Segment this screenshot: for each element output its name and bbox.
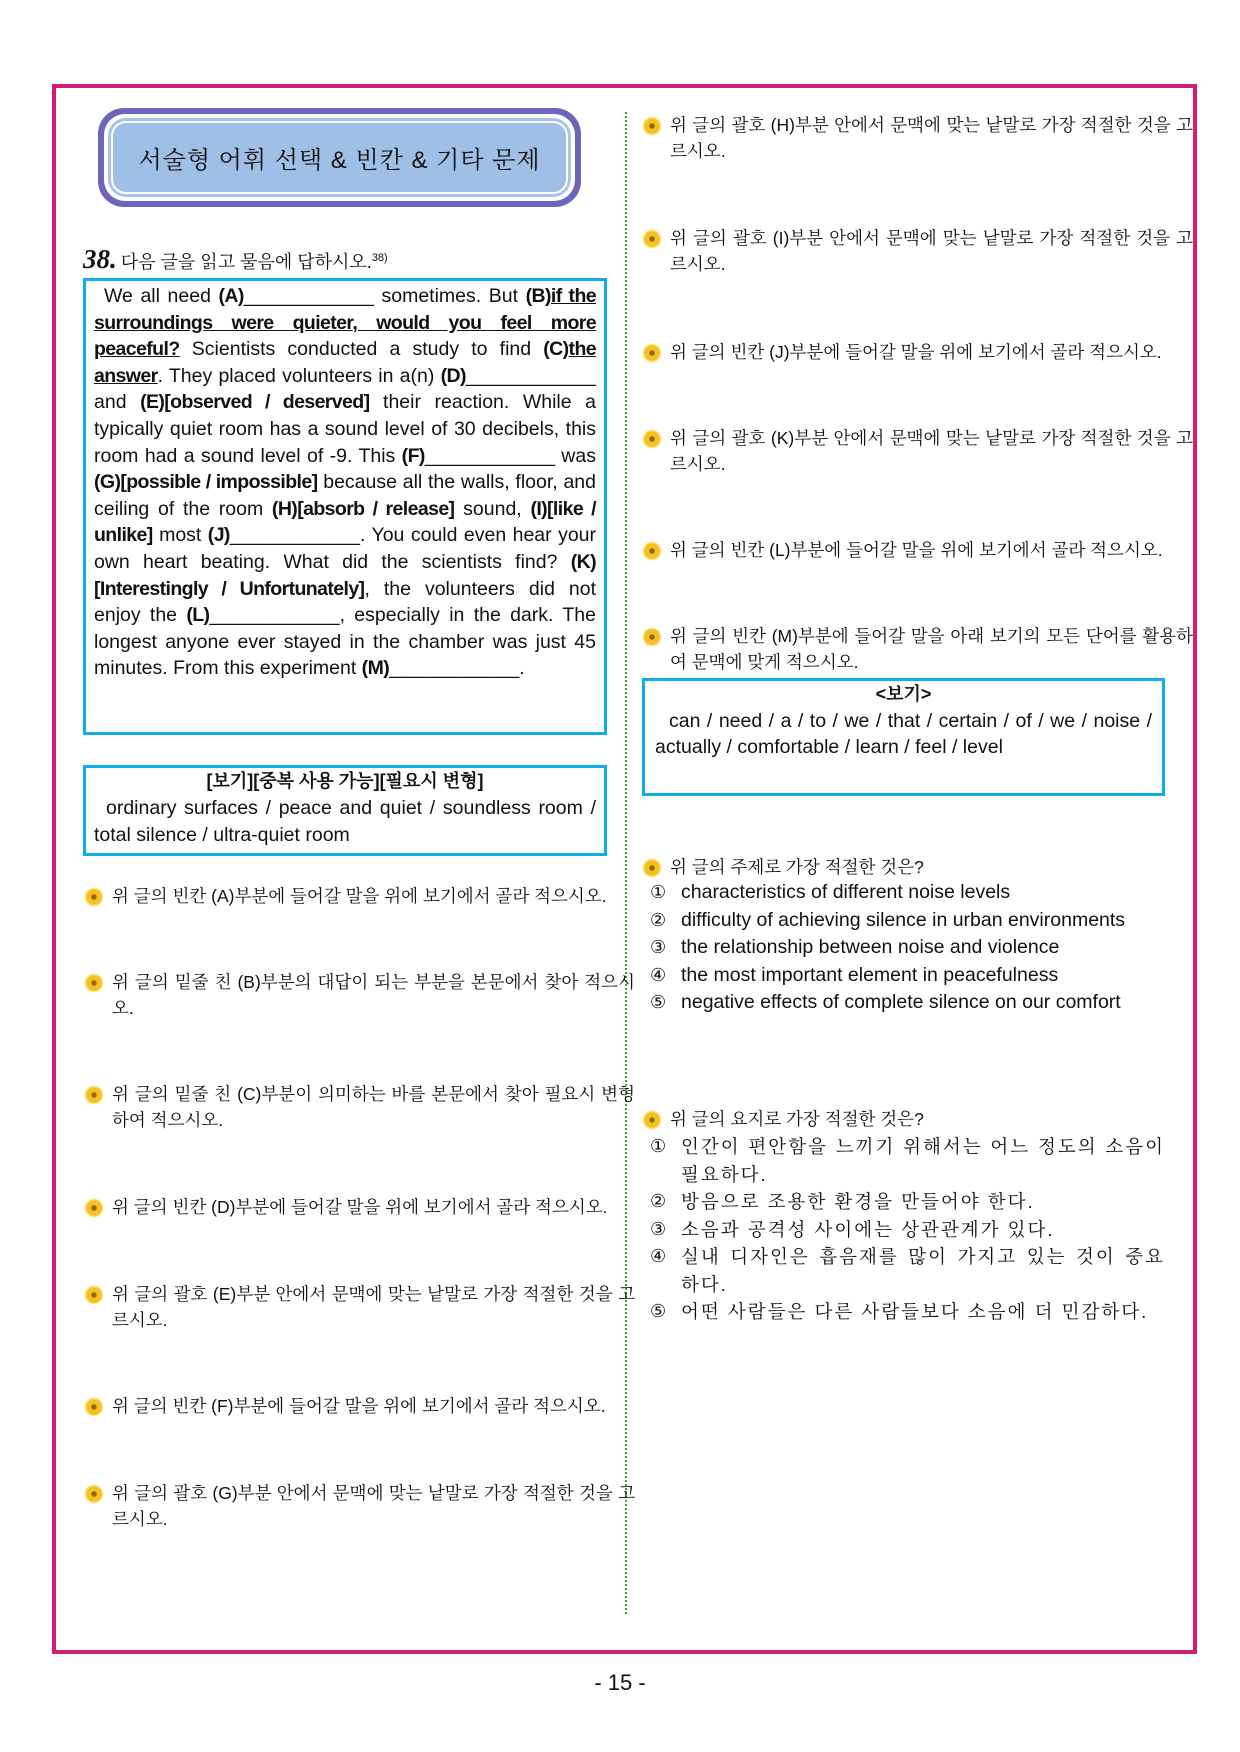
m-word-bank-words: can / need / a / to / we / that / certain / of / we / noise / actually / comfortable / learn / feel / level <box>655 709 1152 758</box>
question-text: 위 글의 밑줄 친 (B)부분의 대답이 되는 부분을 본문에서 찾아 적으시오. <box>112 972 635 1018</box>
question-item <box>642 623 1193 675</box>
passage-segment: ____________. <box>389 657 525 680</box>
word-bank-title: [보기][중복 사용 가능][필요시 변형] <box>206 771 484 791</box>
flower-bullet-icon <box>642 429 662 449</box>
section-title: 서술형 어휘 선택 & 빈칸 & 기타 문제 <box>111 121 568 194</box>
option-number: ④ <box>650 964 667 985</box>
flower-bullet-icon <box>642 229 662 249</box>
passage-segment: . They placed volunteers in a(n) <box>157 364 441 387</box>
passage-marked-segment: if the surroundings were quieter, would you feel more peaceful? <box>94 285 597 361</box>
question-item <box>642 225 1193 277</box>
passage-marked-segment: (E)[observed / deserved] <box>140 391 370 414</box>
question-item <box>84 1393 635 1419</box>
flower-bullet-icon <box>642 343 662 363</box>
word-bank-words: ordinary surfaces / peace and quiet / soundless room / total silence / ultra-quiet room <box>94 797 596 846</box>
option-number: ⑤ <box>650 992 667 1012</box>
option-text: negative effects of complete silence on our comfort <box>681 991 1121 1013</box>
passage-segment: ____________ was <box>424 444 596 467</box>
passage-marked-segment: (M) <box>361 657 390 680</box>
question-item <box>84 969 635 1021</box>
option-text: 실내 디자인은 흡음재를 많이 가지고 있는 것이 중요하다. <box>681 1246 1165 1295</box>
passage-segment: ____________, especially in the dark. The longest anyone ever stayed in the chamber was just 45 minutes. From this experiment <box>94 604 596 680</box>
option-text: 인간이 편안함을 느끼기 위해서는 어느 정도의 소음이 필요하다. <box>681 1136 1165 1185</box>
flower-bullet-icon <box>642 541 662 561</box>
flower-bullet-icon <box>642 1110 662 1130</box>
passage-marked-segment: (A) <box>218 285 244 307</box>
word-bank-box <box>83 765 607 856</box>
question-text: 위 글의 빈칸 (L)부분에 들어갈 말을 위에 보기에서 골라 적으시오. <box>670 540 1163 560</box>
passage-marked-segment: (I)[like / unlike] <box>94 497 596 547</box>
section-title-badge <box>98 108 581 207</box>
flower-bullet-icon <box>84 973 104 993</box>
question-text: 위 글의 빈칸 (F)부분에 들어갈 말을 위에 보기에서 골라 적으시오. <box>112 1396 606 1416</box>
option-text: characteristics of different noise levels <box>681 881 1011 903</box>
passage-marked-segment: (B) <box>525 285 551 307</box>
gist-options <box>650 1133 1165 1326</box>
question-text: 위 글의 빈칸 (M)부분에 들어갈 말을 아래 보기의 모든 단어를 활용하여 문맥에 맞게 적으시오. <box>670 626 1193 672</box>
question-item <box>642 339 1193 365</box>
question-text: 위 글의 괄호 (G)부분 안에서 문맥에 맞는 낱말로 가장 적절한 것을 고르시오. <box>112 1483 635 1529</box>
question-item <box>642 425 1193 477</box>
page-number: - 15 - <box>594 1670 646 1695</box>
option-number: ① <box>650 1136 669 1156</box>
option-number: ① <box>650 882 667 902</box>
passage-marked-segment: (J) <box>207 524 230 547</box>
m-word-bank-box <box>642 678 1165 796</box>
question-text: 위 글의 요지로 가장 적절한 것은? <box>670 1109 924 1129</box>
option-number: ④ <box>650 1246 669 1266</box>
flower-bullet-icon <box>642 858 662 878</box>
question-heading <box>83 244 388 275</box>
question-item <box>642 537 1193 563</box>
flower-bullet-icon <box>642 116 662 136</box>
option-3[interactable] <box>650 934 1165 962</box>
passage-text <box>94 285 596 679</box>
passage-segment: ____________ sometimes. But <box>243 285 526 307</box>
option-number: ⑤ <box>650 1301 669 1321</box>
option-number: ③ <box>650 937 667 957</box>
question-item <box>84 883 635 909</box>
question-number: 38. <box>83 244 117 274</box>
passage-segment: most <box>152 524 208 547</box>
question-text: 위 글의 괄호 (H)부분 안에서 문맥에 맞는 낱말로 가장 적절한 것을 고르시오. <box>670 115 1193 161</box>
question-text: 위 글의 주제로 가장 적절한 것은? <box>670 857 924 877</box>
passage-marked-segment: (C) <box>543 338 569 361</box>
passage-marked-segment: (D) <box>440 364 466 387</box>
flower-bullet-icon <box>84 1397 104 1417</box>
flower-bullet-icon <box>84 1484 104 1504</box>
topic-options <box>650 879 1165 1017</box>
passage-segment: , the volunteers did not enjoy the <box>94 577 597 627</box>
flower-bullet-icon <box>84 887 104 907</box>
option-2[interactable] <box>650 1188 1165 1216</box>
option-number: ② <box>650 1191 669 1211</box>
question-text: 위 글의 괄호 (E)부분 안에서 문맥에 맞는 낱말로 가장 적절한 것을 고르시오. <box>112 1284 635 1330</box>
option-text: difficulty of achieving silence in urban environments <box>681 908 1126 931</box>
question-item <box>84 1281 635 1333</box>
flower-bullet-icon <box>84 1285 104 1305</box>
question-item <box>84 1081 635 1133</box>
option-text: the relationship between noise and violence <box>681 936 1060 958</box>
topic-question <box>642 854 1193 880</box>
passage-segment: their reaction. While a typically quiet room has a sound level of 30 decibels, this room had a sound level of -9. This <box>94 391 596 467</box>
passage-segment: We all need <box>104 285 219 307</box>
option-1[interactable] <box>650 879 1165 907</box>
gist-question <box>642 1106 1193 1132</box>
flower-bullet-icon <box>642 627 662 647</box>
passage-marked-segment: (K)[Interestingly / Unfortunately] <box>94 550 596 600</box>
question-text: 위 글의 빈칸 (D)부분에 들어갈 말을 위에 보기에서 골라 적으시오. <box>112 1197 608 1217</box>
passage-marked-segment: the answer <box>94 338 596 387</box>
option-text: the most important element in peacefulness <box>681 963 1059 986</box>
m-word-bank-title: <보기> <box>875 684 932 704</box>
passage-segment: ____________ and <box>94 364 596 414</box>
passage-marked-segment: (F) <box>401 444 425 467</box>
passage-segment: because all the walls, floor, and ceiling of the room <box>94 471 596 520</box>
option-1[interactable] <box>650 1133 1165 1188</box>
question-text: 위 글의 괄호 (I)부분 안에서 문맥에 맞는 낱말로 가장 적절한 것을 고르시오. <box>670 228 1193 274</box>
passage-box <box>83 278 607 735</box>
option-text: 어떤 사람들은 다른 사람들보다 소음에 더 민감하다. <box>681 1301 1149 1322</box>
option-number: ③ <box>650 1218 669 1239</box>
option-4[interactable] <box>650 962 1165 990</box>
question-text: 위 글의 괄호 (K)부분 안에서 문맥에 맞는 낱말로 가장 적절한 것을 고르시오. <box>670 428 1193 474</box>
footnote-mark: 38) <box>371 252 388 264</box>
option-5[interactable] <box>650 1298 1165 1326</box>
question-item <box>84 1194 635 1220</box>
passage-marked-segment: (L) <box>186 604 210 627</box>
option-2[interactable] <box>650 907 1165 935</box>
option-4[interactable] <box>650 1243 1165 1298</box>
option-number: ② <box>650 909 667 930</box>
question-text: 위 글의 빈칸 (A)부분에 들어갈 말을 위에 보기에서 골라 적으시오. <box>112 886 607 906</box>
question-item <box>84 1480 635 1532</box>
option-text: 소음과 공격성 사이에는 상관관계가 있다. <box>681 1218 1055 1240</box>
question-text: 위 글의 밑줄 친 (C)부분이 의미하는 바를 본문에서 찾아 필요시 변형하여 적으시오. <box>112 1084 635 1130</box>
question-text: 위 글의 빈칸 (J)부분에 들어갈 말을 위에 보기에서 골라 적으시오. <box>670 342 1162 362</box>
passage-segment: Scientists conducted a study to find <box>179 338 544 361</box>
passage-segment: ____________. You could even hear your own heart beating. What did the scientists find? <box>94 524 596 573</box>
option-text: 방음으로 조용한 환경을 만들어야 한다. <box>681 1191 1035 1212</box>
passage-segment: sound, <box>454 497 531 520</box>
flower-bullet-icon <box>84 1198 104 1218</box>
column-divider <box>625 112 627 1614</box>
option-5[interactable] <box>650 989 1165 1017</box>
flower-bullet-icon <box>84 1085 104 1105</box>
question-item <box>642 112 1193 164</box>
question-instruction: 다음 글을 읽고 물음에 답하시오. <box>120 252 372 272</box>
passage-marked-segment: (H)[absorb / release] <box>271 497 455 520</box>
passage-marked-segment: (G)[possible / impossible] <box>94 471 318 494</box>
option-3[interactable] <box>650 1216 1165 1244</box>
